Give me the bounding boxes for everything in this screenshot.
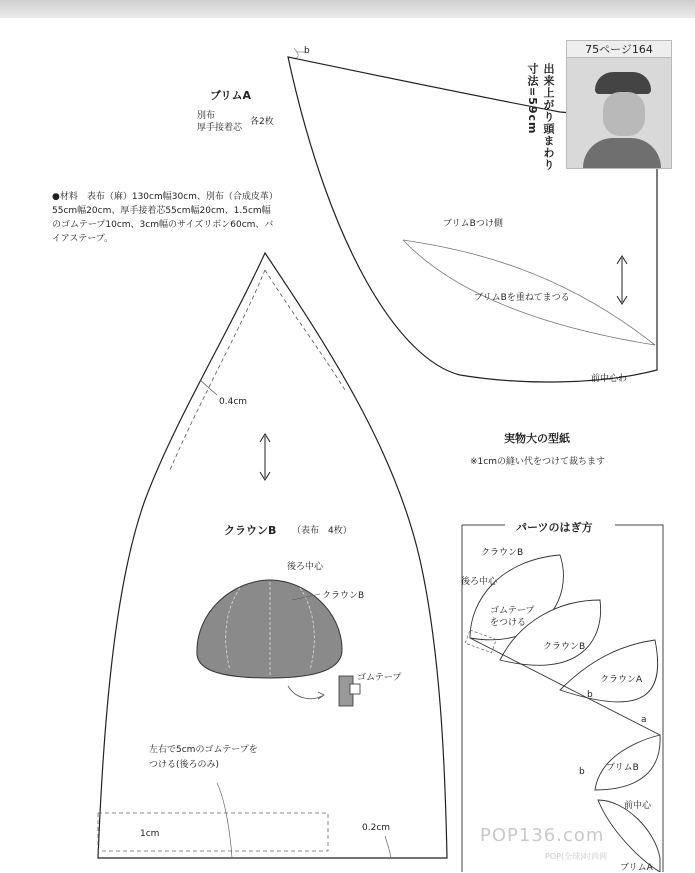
assembly-mark-b1: b: [587, 690, 593, 700]
assembly-front-center: 前中心: [624, 801, 652, 811]
materials-text: ●材料 表布（麻）130cm幅30cm、別布（合成皮革）55cm幅20cm、厚手接着芯55cm幅20cm、1.5cm幅のゴムテープ10cm、3cm幅のサイズリボン60cm、バイアステープ。: [52, 192, 274, 244]
front-center-fold-label: 前中心わ: [591, 374, 628, 384]
brim-overlap-label: ブリムBを重ねてまつる: [474, 293, 570, 303]
pattern-note-title: 実物大の型紙: [504, 432, 570, 445]
model-photo: [566, 57, 672, 169]
brim-a-title: ブリムA: [210, 89, 252, 102]
brim-a-fabric-2: 厚手接着芯: [197, 123, 243, 133]
seam-allowance-04: 0.4cm: [219, 397, 248, 407]
back-center-label: 後ろ中心: [287, 562, 324, 572]
elastic-placement-box: [98, 813, 328, 851]
assembly-brim-b: ブリムB: [606, 763, 639, 773]
crown-b-part-label: クラウンB: [322, 591, 365, 601]
crown-b-fabric: （表布 4枚）: [292, 526, 352, 536]
assembly-brim-a: ブリムA: [620, 863, 653, 873]
assembly-crown-a: クラウンA: [600, 675, 643, 685]
assembly-elastic-2: をつける: [490, 618, 527, 628]
seam-1cm: 1cm: [140, 829, 160, 839]
cap-illustration: [197, 580, 342, 678]
assembly-back-center: 後ろ中心: [461, 577, 498, 587]
face: [603, 92, 645, 136]
assembly-crown-b-label: クラウンB: [481, 548, 524, 558]
shirt: [583, 138, 661, 169]
crown-b-title: クラウンB: [224, 524, 277, 537]
pattern-note-text: ※1cmの縫い代をつけて裁ちます: [470, 457, 605, 467]
brim-a-fabric-1: 別布: [197, 111, 216, 121]
finished-size: 出来上がり頭まわり寸法=59cm: [526, 63, 555, 171]
photo-caption: 75ページ164: [566, 40, 672, 59]
assembly-elastic-1: ゴムテープ: [490, 606, 535, 616]
watermark-main: POP136.com: [480, 825, 605, 846]
elastic-label: ゴムテープ: [357, 673, 402, 683]
assembly-crown-b-2: クラウンB: [543, 642, 586, 652]
elastic-note-1: 左右で5cmのゴムテープを: [149, 745, 258, 755]
crown-b-dashed-seam: [170, 270, 265, 470]
assembly-title: パーツのはぎ方: [512, 519, 597, 535]
watermark-sub: POP(全球)时尚网: [545, 852, 608, 861]
brim-b-edge-label: ブリムBつけ側: [443, 219, 503, 229]
brim-a-count: 各2枚: [250, 117, 274, 127]
elastic-note-2: つける(後ろのみ): [149, 760, 220, 770]
cap-on-model: [595, 72, 651, 94]
brim-a-corner-b: b: [304, 46, 310, 56]
assembly-mark-b2: b: [579, 767, 585, 777]
assembly-mark-a: a: [641, 715, 647, 725]
seam-02: 0.2cm: [362, 823, 391, 833]
